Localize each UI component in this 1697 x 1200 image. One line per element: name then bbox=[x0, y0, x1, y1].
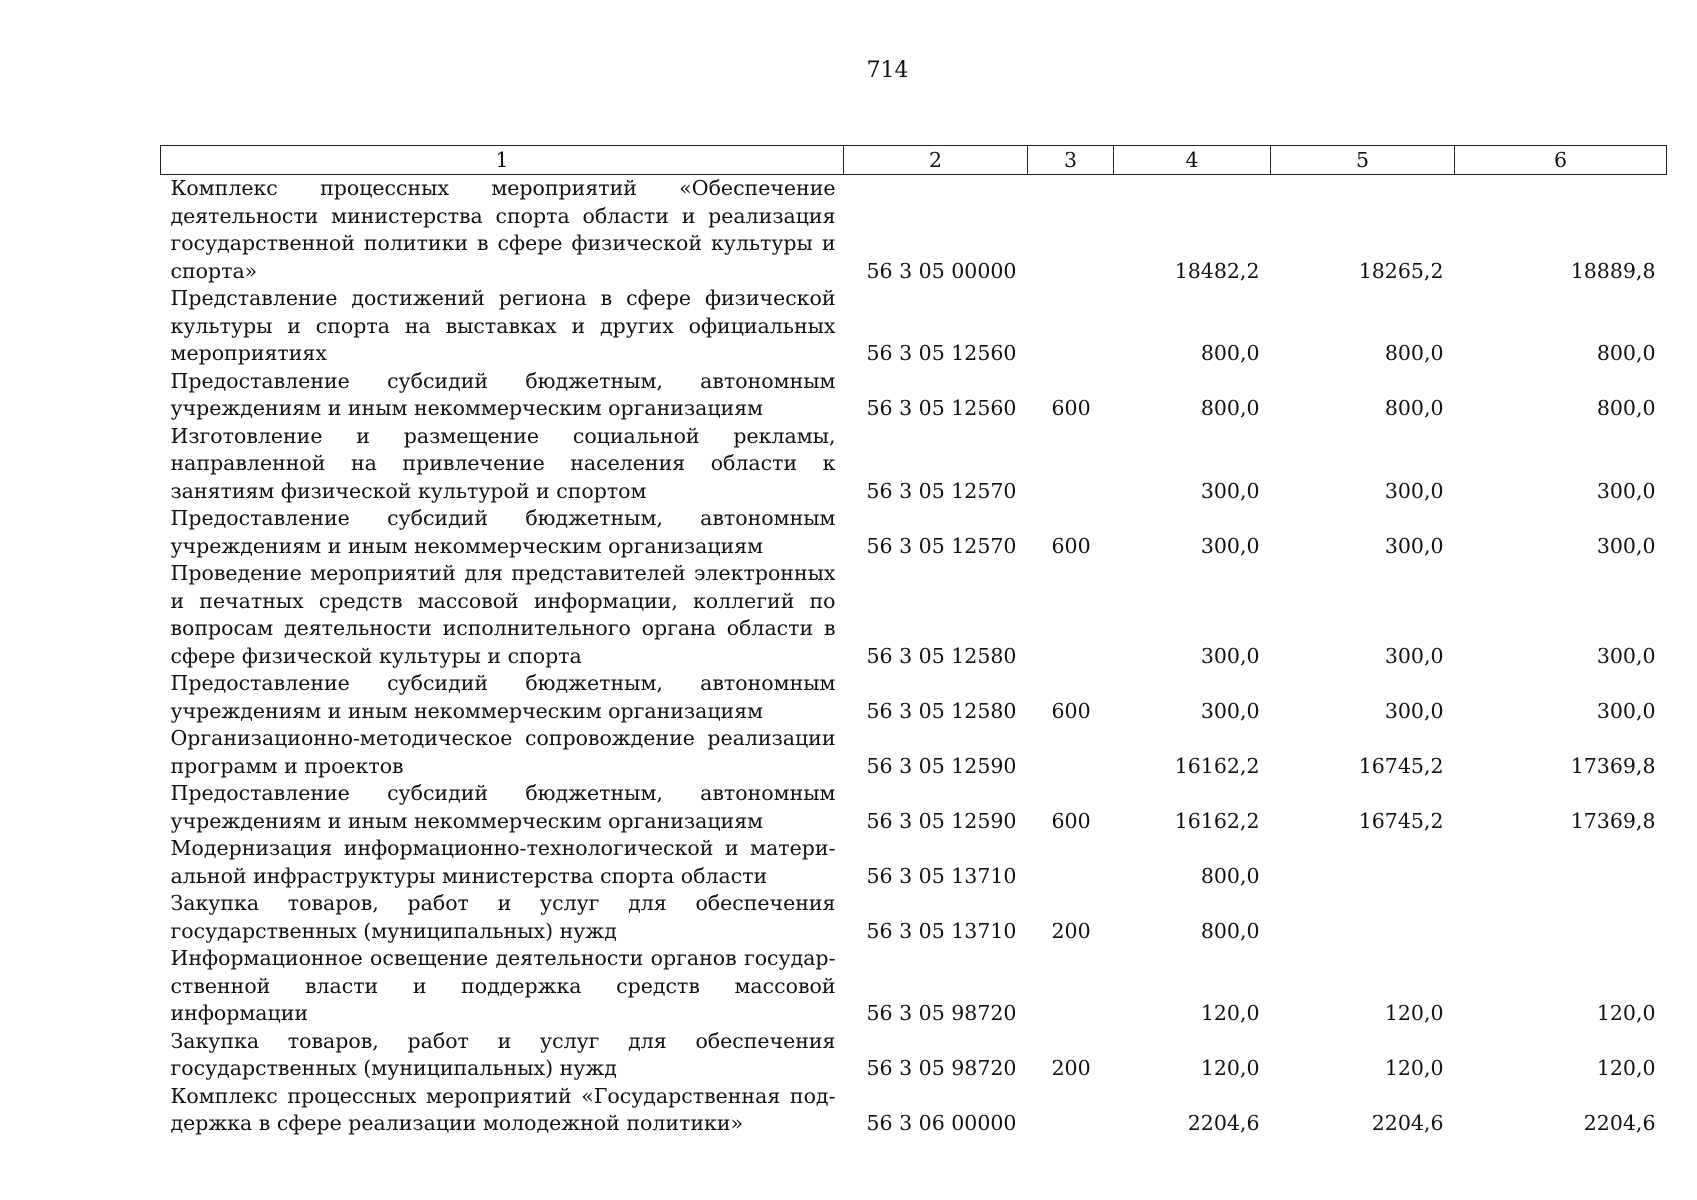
table-header bbox=[161, 146, 1667, 175]
row-value-col5-cell: 800,0 bbox=[1384, 396, 1444, 420]
row-code-cell: 56 3 05 12560 bbox=[866, 341, 1017, 365]
row-value-col6-cell: 800,0 bbox=[1596, 396, 1656, 420]
row-value-col6-cell: 17369,8 bbox=[1570, 808, 1656, 833]
table-body bbox=[161, 175, 1667, 1138]
row-value-col4-cell: 800,0 bbox=[1200, 396, 1260, 420]
row-value-col5-cell: 300,0 bbox=[1384, 643, 1444, 668]
row-code-cell: 56 3 05 12590 bbox=[866, 753, 1017, 778]
row-value-col5-cell bbox=[1271, 890, 1455, 945]
row-code-cell: 56 3 05 12560 bbox=[866, 396, 1017, 420]
row-code-cell: 56 3 05 00000 bbox=[866, 258, 1017, 283]
row-name-cell: Проведение мероприятий для представителей электронных и печатных средств массовой информации, коллегий по вопросам деятельности исполнительного органа области в сфере физической культуры и спорта bbox=[170, 561, 836, 668]
row-value-col5-cell: 16745,2 bbox=[1358, 808, 1444, 833]
row-expense-type-cell bbox=[1028, 175, 1114, 286]
row-expense-type-cell bbox=[1028, 1083, 1114, 1138]
row-value-col4-cell: 300,0 bbox=[1200, 533, 1260, 558]
row-value-col6-cell: 120,0 bbox=[1596, 1056, 1656, 1080]
row-value-col4-cell: 120,0 bbox=[1200, 1056, 1260, 1080]
row-expense-type-cell: 200 bbox=[1051, 918, 1091, 943]
row-name-cell: Предоставление субсидий бюджетным, автономным учреждениям и иным некоммерческим организациям bbox=[170, 368, 836, 420]
row-value-col5-cell: 300,0 bbox=[1384, 698, 1444, 723]
page-number: 714 bbox=[866, 58, 909, 83]
table-row bbox=[161, 368, 1667, 423]
row-value-col6-cell: 120,0 bbox=[1596, 1001, 1656, 1025]
row-value-col6-cell: 300,0 bbox=[1596, 698, 1656, 723]
header-col-4: 4 bbox=[1114, 146, 1271, 175]
row-name-cell: Предоставление субсидий бюджетным, автономным учреждениям и иным некоммерческим организациям bbox=[170, 671, 836, 723]
row-value-col6-cell: 17369,8 bbox=[1570, 753, 1656, 778]
row-code-cell: 56 3 05 12580 bbox=[866, 698, 1017, 723]
header-col-3: 3 bbox=[1028, 146, 1114, 175]
row-value-col4-cell: 16162,2 bbox=[1174, 753, 1260, 778]
row-name-cell: Предоставление субсидий бюджетным, автономным учреждениям и иным некоммерческим организациям bbox=[170, 506, 836, 558]
row-value-col6-cell bbox=[1455, 890, 1667, 945]
table-row bbox=[161, 780, 1667, 835]
row-value-col5-cell: 2204,6 bbox=[1371, 1111, 1444, 1135]
row-value-col4-cell: 2204,6 bbox=[1187, 1111, 1260, 1135]
row-code-cell: 56 3 05 12570 bbox=[866, 478, 1017, 503]
row-code-cell: 56 3 06 00000 bbox=[866, 1111, 1017, 1135]
row-name-cell: Закупка товаров, работ и услуг для обеспечения государственных (муниципальных) нужд bbox=[170, 891, 836, 943]
row-code-cell: 56 3 05 98720 bbox=[866, 1056, 1017, 1080]
row-expense-type-cell: 600 bbox=[1051, 808, 1091, 833]
row-code-cell: 56 3 05 98720 bbox=[866, 1001, 1017, 1025]
row-name-cell: Предоставление субсидий бюджетным, автономным учреждениям и иным некоммерческим организациям bbox=[170, 781, 836, 833]
row-expense-type-cell: 600 bbox=[1051, 533, 1091, 558]
row-expense-type-cell: 600 bbox=[1051, 396, 1091, 420]
row-value-col5-cell: 300,0 bbox=[1384, 533, 1444, 558]
row-value-col5-cell bbox=[1271, 835, 1455, 890]
header-col-5: 5 bbox=[1271, 146, 1455, 175]
table-row bbox=[161, 890, 1667, 945]
row-expense-type-cell bbox=[1028, 423, 1114, 506]
row-code-cell: 56 3 05 12570 bbox=[866, 533, 1017, 558]
table-row bbox=[161, 423, 1667, 506]
row-value-col5-cell: 120,0 bbox=[1384, 1001, 1444, 1025]
table-row bbox=[161, 1083, 1667, 1138]
row-value-col6-cell: 18889,8 bbox=[1570, 258, 1656, 283]
row-value-col4-cell: 120,0 bbox=[1200, 1001, 1260, 1025]
row-expense-type-cell: 600 bbox=[1051, 698, 1091, 723]
row-expense-type-cell bbox=[1028, 725, 1114, 780]
row-expense-type-cell bbox=[1028, 835, 1114, 890]
row-value-col4-cell: 300,0 bbox=[1200, 478, 1260, 503]
row-expense-type-cell bbox=[1028, 945, 1114, 1028]
row-value-col6-cell bbox=[1455, 835, 1667, 890]
row-value-col5-cell: 120,0 bbox=[1384, 1056, 1444, 1080]
table-row bbox=[161, 945, 1667, 1028]
table-row bbox=[161, 505, 1667, 560]
row-name-cell: Организационно-методическое сопровождение реализации программ и проектов bbox=[170, 726, 836, 778]
row-name-cell: Комплекс процессных мероприятий «Государственная поддержка в сфере реализации молодежной политики» bbox=[170, 1083, 836, 1135]
row-value-col4-cell: 300,0 bbox=[1200, 643, 1260, 668]
row-value-col5-cell: 300,0 bbox=[1384, 478, 1444, 503]
row-code-cell: 56 3 05 12580 bbox=[866, 643, 1017, 668]
row-value-col6-cell: 300,0 bbox=[1596, 643, 1656, 668]
row-value-col4-cell: 800,0 bbox=[1200, 341, 1260, 365]
header-col-1: 1 bbox=[161, 146, 844, 175]
row-value-col4-cell: 800,0 bbox=[1200, 863, 1260, 888]
table-row bbox=[161, 560, 1667, 670]
row-code-cell: 56 3 05 13710 bbox=[866, 863, 1017, 888]
row-value-col4-cell: 800,0 bbox=[1200, 918, 1260, 943]
row-value-col5-cell: 18265,2 bbox=[1358, 258, 1444, 283]
row-value-col6-cell: 300,0 bbox=[1596, 478, 1656, 503]
row-expense-type-cell: 200 bbox=[1051, 1056, 1091, 1080]
row-expense-type-cell bbox=[1028, 560, 1114, 670]
row-name-cell: Информационное освещение деятельности органов государственной власти и поддержка средств массовой информации bbox=[170, 946, 836, 1025]
table-row bbox=[161, 835, 1667, 890]
row-value-col6-cell: 2204,6 bbox=[1583, 1111, 1656, 1135]
table-row bbox=[161, 670, 1667, 725]
table-row bbox=[161, 1028, 1667, 1083]
row-value-col4-cell: 18482,2 bbox=[1174, 258, 1260, 283]
budget-table bbox=[160, 145, 1667, 1138]
row-value-col4-cell: 300,0 bbox=[1200, 698, 1260, 723]
row-name-cell: Изготовление и размещение социальной рекламы, направленной на привлечение населения области к занятиям физической культурой и спортом bbox=[170, 423, 836, 503]
row-code-cell: 56 3 05 12590 bbox=[866, 808, 1017, 833]
row-value-col5-cell: 800,0 bbox=[1384, 341, 1444, 365]
row-name-cell: Закупка товаров, работ и услуг для обеспечения государственных (муниципальных) нужд bbox=[170, 1028, 836, 1080]
row-value-col6-cell: 800,0 bbox=[1596, 341, 1656, 365]
table-row bbox=[161, 175, 1667, 286]
table-row bbox=[161, 285, 1667, 368]
row-name-cell: Представление достижений региона в сфере физической культуры и спорта на выставках и других официальных мероприятиях bbox=[170, 286, 836, 365]
row-value-col5-cell: 16745,2 bbox=[1358, 753, 1444, 778]
header-col-6: 6 bbox=[1455, 146, 1667, 175]
row-name-cell: Комплекс процессных мероприятий «Обеспечение деятельности министерства спорта области и реализация государственной политики в сфере физической культуры и спорта» bbox=[170, 176, 836, 283]
row-code-cell: 56 3 05 13710 bbox=[866, 918, 1017, 943]
row-expense-type-cell bbox=[1028, 285, 1114, 368]
row-value-col4-cell: 16162,2 bbox=[1174, 808, 1260, 833]
row-value-col6-cell: 300,0 bbox=[1596, 533, 1656, 558]
header-row bbox=[161, 146, 1667, 175]
row-name-cell: Модернизация информационно-технологической и материальной инфраструктуры министерства спорта области bbox=[170, 836, 836, 888]
table-row bbox=[161, 725, 1667, 780]
header-col-2: 2 bbox=[844, 146, 1028, 175]
